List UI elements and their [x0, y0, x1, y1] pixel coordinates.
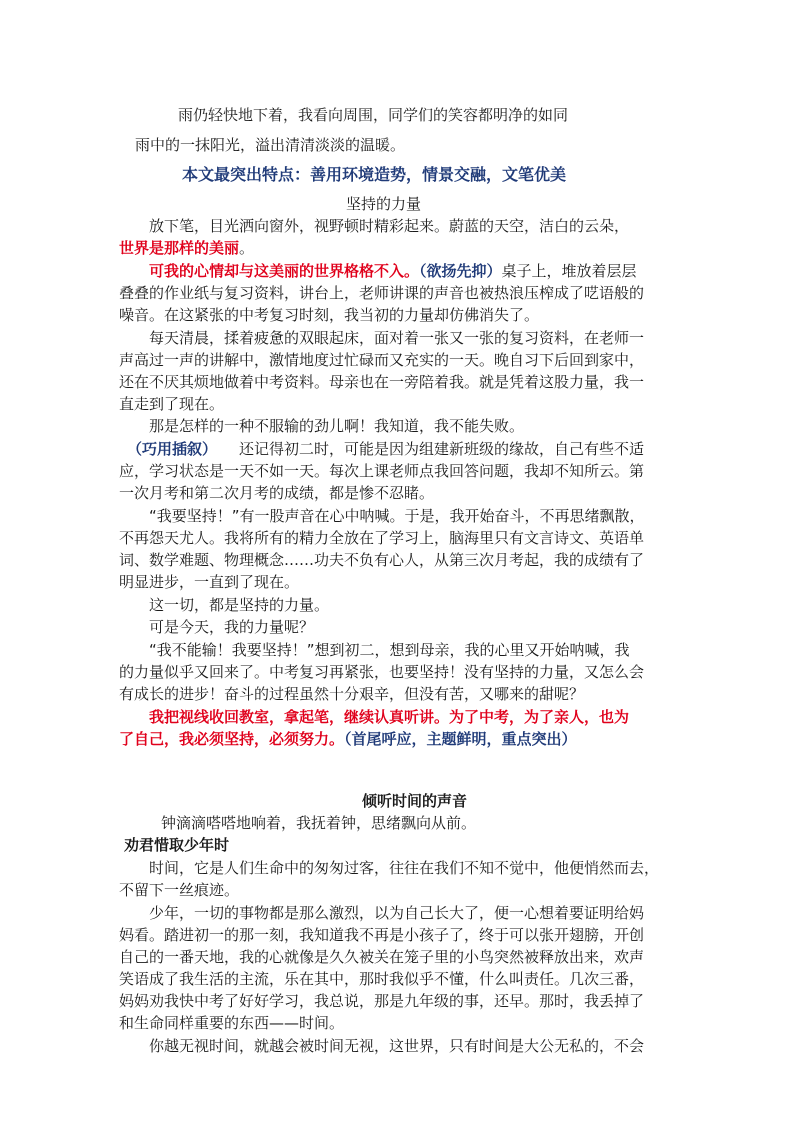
- essay2-p3-line-e: 妈妈劝我快中考了好好学习，我总说，那是九年级的事，还早。那时，我丢掉了: [119, 992, 645, 1010]
- essay2-p2-line-a: 时间，它是人们生命中的匆匆过客，往往在我们不知不觉中，他便悄然而去，: [149, 859, 660, 877]
- essay1-p9-line-a: “我不能输！我要坚持！”想到初二，想到母亲，我的心里又开始呐喊，我: [149, 641, 630, 659]
- essay1-p4: 那是怎样的一种不服输的劲儿啊！我知道，我不能失败。: [149, 417, 525, 435]
- essay1-title: 坚持的力量: [346, 195, 422, 213]
- essay1-p1-line-a: 放下笔，目光洒向窗外，视野顿时精彩起来。蔚蓝的天空，洁白的云朵，: [149, 217, 630, 235]
- essay2-p2-line-b: 不留下一丝痕迹。: [119, 881, 240, 899]
- intro-line-1: 雨仍轻快地下着，我看向周围，同学们的笑容都明净的如同: [178, 106, 569, 124]
- essay1-p2-line-b: 叠叠的作业纸与复习资料，讲台上，老师讲课的声音也被热浪压榨成了呓语般的: [119, 284, 645, 302]
- essay1-p6-line-b: 不再怨天尤人。我将所有的精力全放在了学习上，脑海里只有文言诗文、英语单: [119, 529, 645, 547]
- essay1-p5-line-a: [127, 438, 644, 460]
- essay2-subheading: 劝君惜取少年时: [124, 836, 230, 854]
- essay2-p3-line-a: 少年，一切的事物都是那么激烈，以为自己长大了，便一心想着要证明给妈: [149, 904, 645, 922]
- essay1-p3-line-b: 声高过一声的讲解中，激情地度过忙碌而又充实的一天。晚自习下后回到家中，: [119, 351, 645, 369]
- annotation-note: （欲扬先抑）: [419, 262, 502, 280]
- essay1-p5-line-c: 一次月考和第二次月考的成绩，都是惨不忍睹。: [119, 484, 435, 502]
- essay1-p7: 这一切，都是坚持的力量。: [149, 596, 330, 614]
- essay1-p6-line-d: 明显进步，一直到了现在。: [119, 573, 300, 591]
- period: 。: [239, 239, 255, 257]
- essay1-p2-line-c: 噪音。在这紧张的中考复习时刻，我当初的力量却仿佛消失了。: [119, 306, 540, 324]
- essay1-p8: 可是今天，我的力量呢？: [149, 618, 315, 636]
- essay1-p5-line-b: 应，学习状态是一天不如一天。每次上课老师点我回答问题，我却不知所云。第: [119, 462, 645, 480]
- essay2-p3-line-b: 妈看。踏进初一的那一刻，我知道我不再是小孩子了，终于可以张开翅膀，开创: [119, 926, 645, 944]
- essay1-p3-line-d: 直走到了现在。: [119, 395, 225, 413]
- essay1-p6-line-a: “我要坚持！”有一股声音在心中呐喊。于是，我开始奋斗，不再思绪飘散，: [149, 507, 645, 525]
- essay2-p4: 你越无视时间，就越会被时间无视，这世界，只有时间是大公无私的，不会: [149, 1037, 645, 1055]
- essay2-title: 倾听时间的声音: [362, 792, 468, 810]
- essay1-p9-line-b: 的力量似乎又回来了。中考复习再紧张，也要坚持！没有坚持的力量，又怎么会: [119, 663, 645, 681]
- essay1-p9-line-c: 有成长的进步！奋斗的过程虽然十分艰辛，但没有苦，又哪来的甜呢？: [119, 685, 585, 703]
- essay2-p1: 钟滴滴嗒嗒地响着，我抚着钟，思绪飘向从前。: [161, 814, 477, 832]
- essay1-p6-line-c: 词、数学难题、物理概念……功夫不负有心人，从第三次月考起，我的成绩有了: [119, 551, 645, 569]
- highlight-text: 了自己，我必须坚持，必须努力。: [119, 730, 345, 748]
- feature-comment: 本文最突出特点：善用环境造势，情景交融，文笔优美: [182, 165, 567, 184]
- essay1-p1-line-b: [119, 237, 254, 259]
- intro-line-2: 雨中的一抹阳光，溢出清清淡淡的温暖。: [135, 136, 406, 154]
- essay1-p3-line-a: 每天清晨，揉着疲惫的双眼起床，面对着一张又一张的复习资料，在老师一: [149, 329, 645, 347]
- essay2-p3-line-f: 和生命同样重要的东西——时间。: [119, 1014, 345, 1032]
- annotation-note: （巧用插叙）: [127, 440, 218, 458]
- essay1-p10-line-a: 我把视线收回教室，拿起笔，继续认真听讲。为了中考，为了亲人，也为: [149, 708, 630, 726]
- annotation-note: （首尾呼应，主题鲜明，重点突出）: [344, 730, 577, 748]
- essay2-p3-line-c: 自己的一番天地，我的心就像是久久被关在笼子里的小鸟突然被释放出来，欢声: [119, 948, 645, 966]
- highlight-text: 可我的心情却与这美丽的世界格格不入。: [149, 262, 420, 280]
- essay1-p2-line-a: [149, 260, 637, 282]
- body-text: 桌子上，堆放着层层: [501, 262, 637, 280]
- body-text: 还记得初二时，可能是因为组建新班级的缘故，自己有些不适: [239, 440, 645, 458]
- essay1-p10-line-b: [119, 728, 577, 750]
- essay2-p3-line-d: 笑语成了我生活的主流，乐在其中，那时我似乎不懂，什么叫责任。几次三番，: [119, 970, 645, 988]
- essay1-p3-line-c: 还在不厌其烦地做着中考资料。母亲也在一旁陪着我。就是凭着这股力量，我一: [119, 373, 645, 391]
- highlight-text: 世界是那样的美丽: [119, 239, 240, 257]
